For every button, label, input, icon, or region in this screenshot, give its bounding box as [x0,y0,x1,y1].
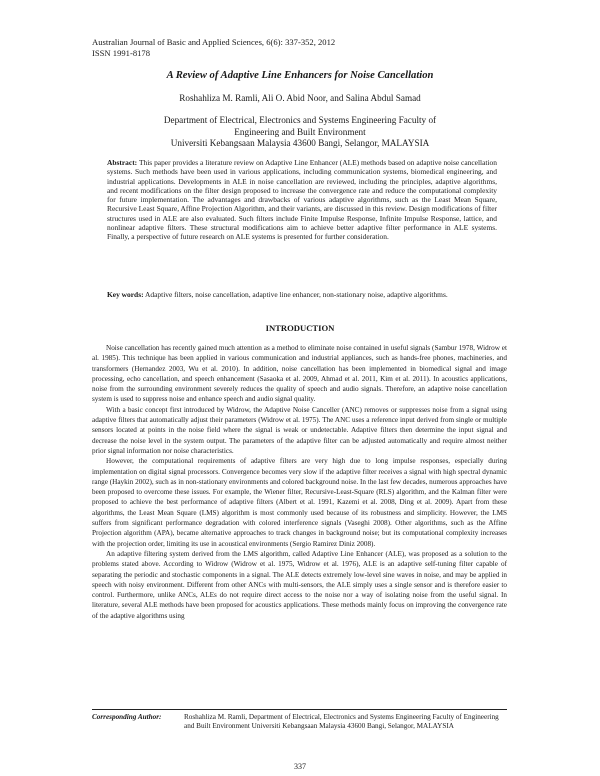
keywords-block [107,290,545,300]
paragraph: However, the computational requirements of adaptive filters are very high due to long impulse responses, especially during implementation on digital signal processors. Convergence becomes very slow if the adaptive filter receives a signal with high spectral dynamic range (Haykin 2002), such as in non-stationary environments and colored background noise. In the last few decades, numerous approaches have been proposed to overcome these issues. For example, the Wiener filter, Recursive-Least-Square (RLS) algorithm, and the Kalman filter were proposed to achieve the best performance of adaptive filters (Albert et al. 1991, Kazemi et al. 2008, Ding et al. 2009). Apart from these algorithms, the Least Mean Square (LMS) algorithm is most commonly used because of its robustness and simplicity. However, the LMS suffers from significant performance degradation with colored interference signals (Vaseghi 2008). Other algorithms, such as the Affine Projection algorithm (APA), became alternative approaches to track changes in background noise; but its computational complexity increases with the projection order, limiting its use in acoustical environments (Sergio Ramirez Diniz 2008). [92,457,507,548]
section-heading-introduction: INTRODUCTION [265,323,335,333]
keywords-label: Key words: [107,290,144,299]
paper-title: A Review of Adaptive Line Enhancers for Noise Cancellation [166,70,434,81]
paper-authors: Roshahliza M. Ramli, Ali O. Abid Noor, and Salina Abdul Samad [179,93,421,103]
journal-header [92,37,335,59]
journal-citation: Australian Journal of Basic and Applied Sciences, 6(6): 337-352, 2012 [92,37,336,47]
keywords-text: Adaptive filters, noise cancellation, adaptive line enhancer, non-stationary noise, adaptive algorithms. [145,290,448,299]
paragraph: An adaptive filtering system derived from the LMS algorithm, called Adaptive Line Enhancer (ALE), was proposed as a solution to the problems stated above. According to Widrow (Widrow et al. 1975, Widrow et al. 1976), ALE is an adaptive self-tuning filter capable of separating the periodic and stochastic components in a signal. The ALE detects extremely low-level sine waves in noise, and may be applied in speech with noisy environment. Different from other ANCs with multi-sensors, the ALE simply uses a single sensor and is therefore easier to control. Furthermore, unlike ANCs, ALEs do not require direct access to the noise nor a way of isolating noise from the useful signal. In literature, several ALE methods have been proposed for acoustics applications. These methods mainly focus on improving the convergence rate of the adaptive algorithms using [92,549,507,620]
abstract-text: This paper provides a literature review on Adaptive Line Enhancer (ALE) methods based on adaptive noise cancellation systems. Such methods have been used in various applications, including communication systems, biomedical engineering, and industrial applications. Developments in ALE in noise cancellation are reviewed, including the principles, adaptive algorithms, and recent modifications on the filter design proposed to increase the convergence rate and reduce the computational complexity for future implementation. The advantages and drawbacks of various adaptive algorithms, such as the Least Mean Square, Recursive Least Square, Affine Projection Algorithm, and their variants, are discussed in this review. Design modifications of filter structures used in ALE are also evaluated. Such filters include Finite Impulse Response, Infinite Impulse Response, lattice, and nonlinear adaptive filters. These structural modifications aim to achieve better adaptive filter performance in ALE systems. Finally, a perspective of future research on ALE systems is presented for further consideration. [107,158,497,242]
corresponding-author-label: Corresponding Author: [92,713,162,721]
abstract-label: Abstract: [107,158,138,167]
paragraph: Noise cancellation has recently gained much attention as a method to eliminate noise contained in useful signals (Sambur 1978, Widrow et al. 1985). This technique has been applied in various communication and industrial appliances, such as hands-free phones, machineries, and transformers (Hernandez 2003, Wu et al. 2010). In addition, noise cancellation has been implemented in biomedical signal and image processing, echo cancellation, and speech enhancement (Sasaoka et al. 2009, Ahmad et al. 2011, Kim et al. 2011). In acoustics applications, noise from the surrounding environment severely reduces the quality of speech and audio signals. Therefore, an adaptive noise cancellation system is used to suppress noise and enhance speech and audio signal quality. [92,344,507,404]
journal-issn: ISSN 1991-8178 [92,48,151,58]
paragraph: With a basic concept first introduced by Widrow, the Adaptive Noise Canceller (ANC) removes or suppresses noise from a signal using adaptive filters that automatically adjust their parameters (Widrow et al. 1975). The ANC uses a reference input derived from single or multiple sensors located at points in the noise field where the signal is weak or undetectable. Adaptive filters then determine the input signal and decrease the noise level in the system output. The parameters of the adaptive filter can be adjusted automatically and require almost neither prior signal information nor noise characteristics. [92,405,507,455]
footnote-divider [92,709,507,710]
author-affiliation: Department of Electrical, Electronics and Systems Engineering Faculty of Engineering and Built Environment Universiti Kebangsaan Malaysia 43600 Bangi, Selangor, MALAYSIA [163,115,437,148]
page-number: 337 [294,762,306,771]
introduction-body [92,343,507,621]
corresponding-author-text: Roshahliza M. Ramli, Department of Electrical, Electronics and Systems Engineering Faculty of Engineering and Built Environment Universiti Kebangsaan Malaysia 43600 Bangi, Selangor, MALAYSIA [184,713,499,731]
abstract-block [107,158,497,242]
